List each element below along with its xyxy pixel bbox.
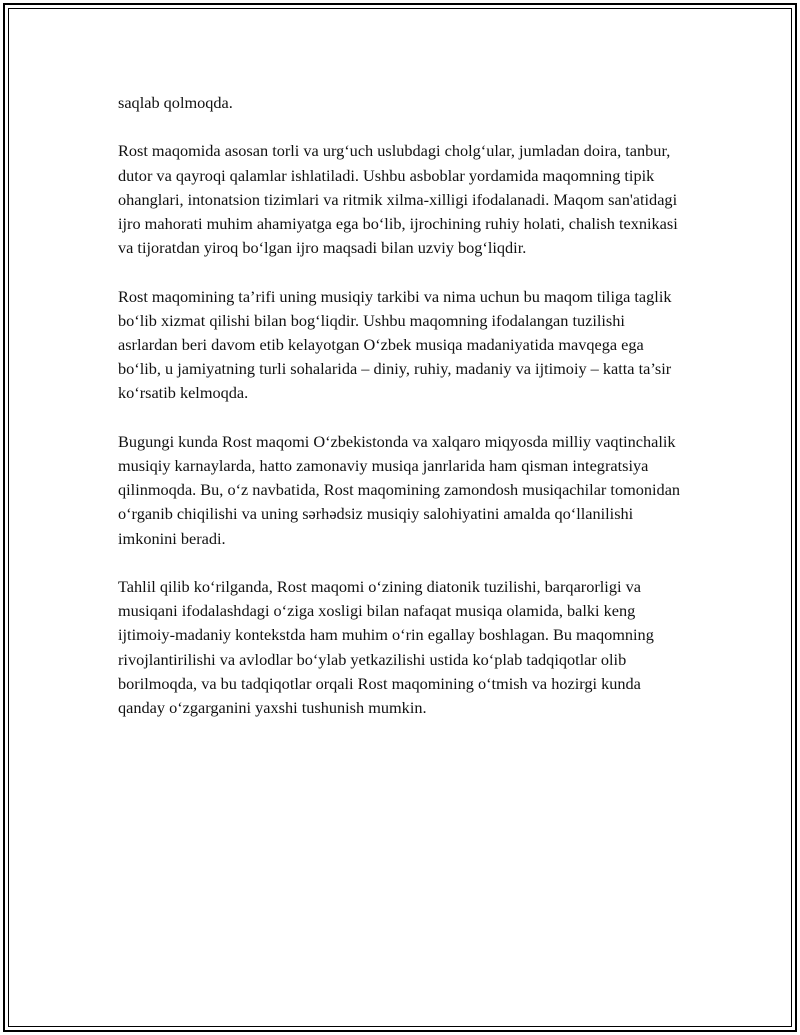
paragraph-continuation: saqlab qolmoqda. — [118, 93, 233, 112]
paragraph-instruments: Rost maqomida asosan torli va urg‘uch uslubdagi cholg‘ular, jumladan doira, tanbur, dutor va qayroqi qalamlar ishlatiladi. Ushbu asboblar yordamida maqomning tipik ohanglari, intonatsion tizimlari va ritmik xilma-xilligi ifodalanadi. Maqom san'atidagi ijro mahorati muhim ahamiyatga ega bo‘lib, ijrochining ruhiy holati, chalish texnikasi va tijoratdan yiroq bo‘lgan ijro maqsadi bilan uzviy bog‘liqdir. — [118, 141, 678, 258]
paragraph-definition: Rost maqomining ta’rifi uning musiqiy tarkibi va nima uchun bu maqom tiliga taglik bo‘lib xizmat qilishi bilan bog‘liqdir. Ushbu maqomning ifodalangan tuzilishi asrlardan beri davom etib kelayotgan O‘zbek musiqa madaniyatida mavqega ega bo‘lib, u jamiyatning turli sohalarida – diniy, ruhiy, madaniy va ijtimoiy – katta ta’sir ko‘rsatib kelmoqda. — [118, 286, 672, 403]
paragraph-modern-usage: Bugungi kunda Rost maqomi O‘zbekistonda va xalqaro miqyosda milliy vaqtinchalik musiqiy karnaylarda, hatto zamonaviy musiqa janrlarida ham qisman integratsiya qilinmoqda. Bu, o‘z navbatida, Rost maqomining zamondosh musiqachilar tomonidan o‘rganib chiqilishi va uning sərhədsiz musiqiy salohiyatini amalda qo‘llanilishi imkonini beradi. — [118, 431, 681, 548]
paragraph-conclusion: Tahlil qilib ko‘rilganda, Rost maqomi o‘zining diatonik tuzilishi, barqarorligi va musiqani ifodalashdagi o‘ziga xosligi bilan nafaqat musiqa olamida, balki keng ijtimoiy-madaniy kontekstda ham muhim o‘rin egallay boshlagan. Bu maqomning rivojlantirilishi va avlodlar bo‘ylab yetkazilishi ustida ko‘plab tadqiqotlar olib borilmoqda, va bu tadqiqotlar orqali Rost maqomining o‘tmish va hozirgi kunda qanday o‘zgarganini yaxshi tushunish mumkin. — [118, 577, 654, 718]
document-body — [118, 91, 688, 744]
